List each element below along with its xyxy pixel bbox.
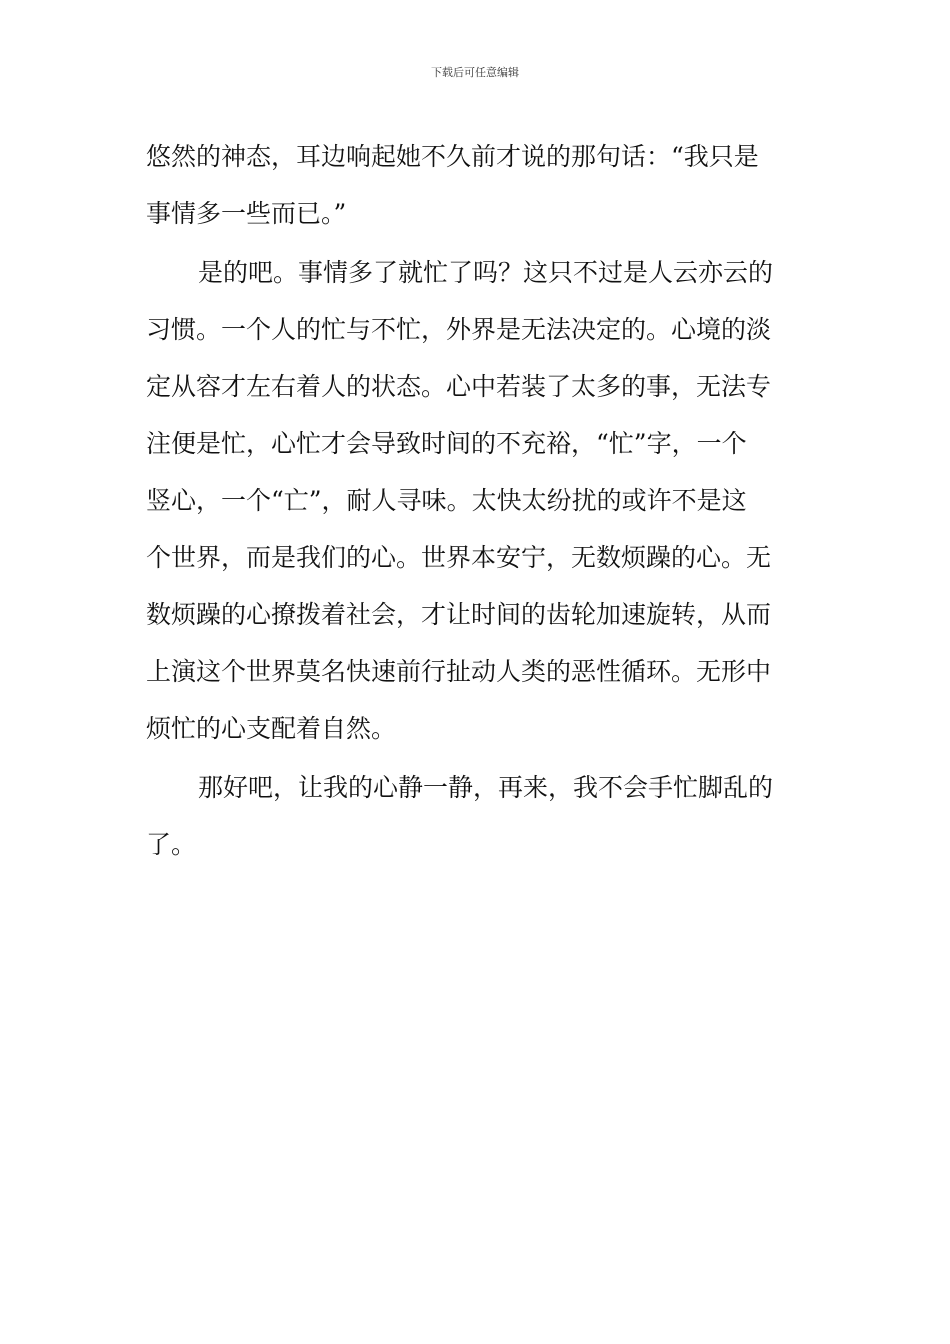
text-line: 事情多一些而已。”: [146, 199, 347, 228]
text-line: 悠然的神态，耳边响起她不久前才说的那句话：“我只是: [146, 142, 759, 171]
text-line: 烦忙的心支配着自然。: [146, 714, 397, 743]
text-line: 是的吧。事情多了就忙了吗？这只不过是人云亦云的: [198, 258, 774, 287]
text-line: 竖心，一个“亡”，耐人寻味。太快太纷扰的或许不是这: [146, 486, 747, 515]
text-line: 那好吧，让我的心静一静，再来，我不会手忙脚乱的: [198, 773, 774, 802]
paragraph-3: [146, 759, 806, 873]
text-line: 注便是忙，心忙才会导致时间的不充裕，“忙”字，一个: [146, 429, 747, 458]
article-body: [146, 128, 806, 873]
text-line: 定从容才左右着人的状态。心中若装了太多的事，无法专: [146, 372, 772, 401]
text-line: 习惯。一个人的忙与不忙，外界是无法决定的。心境的淡: [146, 315, 772, 344]
page-header: 下载后可任意编辑: [431, 66, 519, 79]
text-line: 个世界，而是我们的心。世界本安宁，无数烦躁的心。无: [146, 543, 772, 572]
paragraph-2: [146, 244, 806, 757]
text-line: 了。: [146, 830, 197, 859]
paragraph-1: [146, 128, 806, 242]
text-line: 数烦躁的心撩拨着社会，才让时间的齿轮加速旋转，从而: [146, 600, 772, 629]
text-line: 上演这个世界莫名快速前行扯动人类的恶性循环。无形中: [146, 657, 772, 686]
